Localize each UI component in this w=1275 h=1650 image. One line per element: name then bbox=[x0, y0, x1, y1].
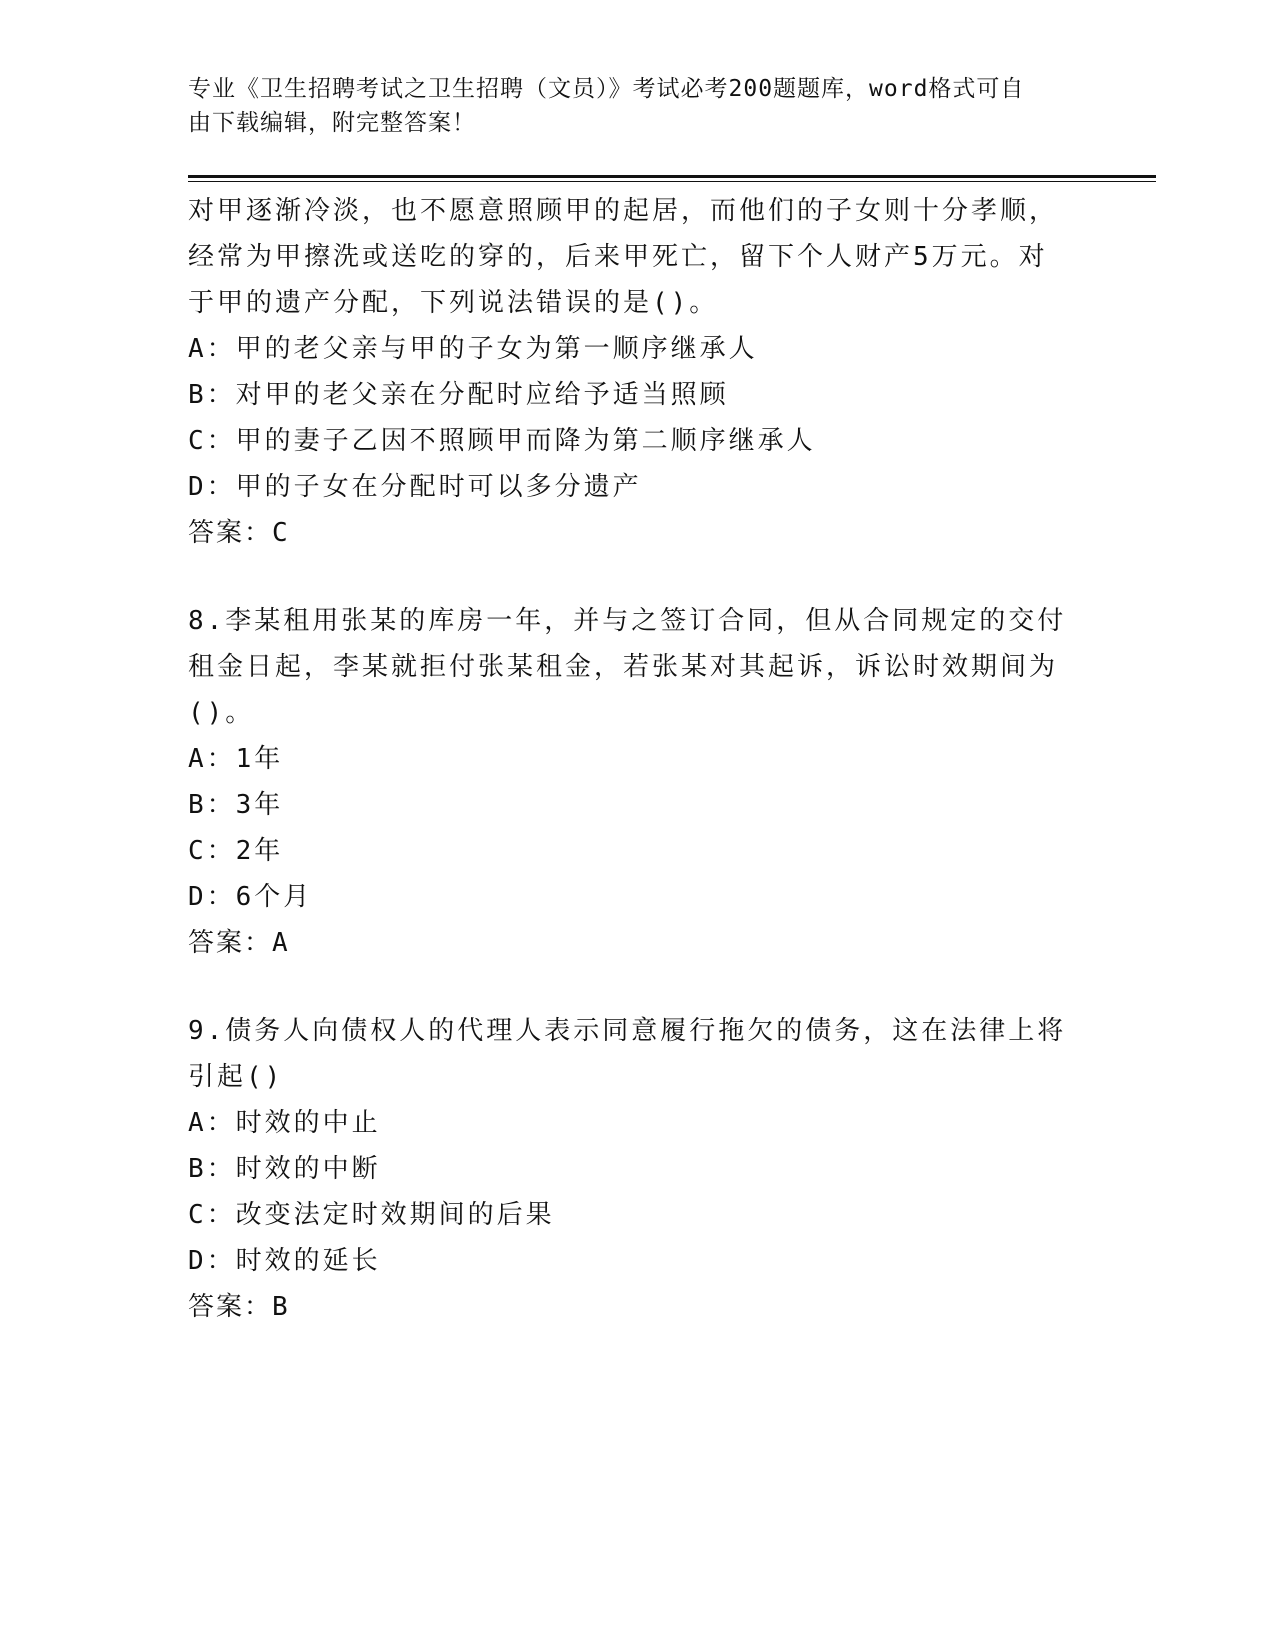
header-divider-thin bbox=[188, 181, 1156, 182]
answer-line: 答案：C bbox=[188, 518, 290, 548]
question-text-line: 引起() bbox=[188, 1062, 284, 1092]
question-block bbox=[188, 1008, 1068, 1330]
document-header bbox=[188, 72, 1068, 140]
option-a: A：1年 bbox=[188, 744, 284, 774]
question-spacer bbox=[188, 966, 1068, 1008]
question-block bbox=[188, 598, 1068, 966]
question-text-line: 8.李某租用张某的库房一年，并与之签订合同，但从合同规定的交付 bbox=[188, 606, 1067, 636]
header-line-1: 专业《卫生招聘考试之卫生招聘（文员）》考试必考200题题库，word格式可自 bbox=[188, 76, 1025, 102]
answer-line: 答案：B bbox=[188, 1292, 290, 1322]
option-b: B：对甲的老父亲在分配时应给予适当照顾 bbox=[188, 380, 729, 410]
question-spacer bbox=[188, 556, 1068, 598]
question-text-line: 对甲逐渐冷淡，也不愿意照顾甲的起居，而他们的子女则十分孝顺， bbox=[188, 196, 1059, 226]
option-c: C：改变法定时效期间的后果 bbox=[188, 1200, 555, 1230]
option-b: B：时效的中断 bbox=[188, 1154, 381, 1184]
option-d: D：时效的延长 bbox=[188, 1246, 381, 1276]
question-text-line: ()。 bbox=[188, 698, 255, 728]
option-c: C：甲的妻子乙因不照顾甲而降为第二顺序继承人 bbox=[188, 426, 816, 456]
question-text-line: 9.债务人向债权人的代理人表示同意履行拖欠的债务，这在法律上将 bbox=[188, 1016, 1067, 1046]
header-divider-thick bbox=[188, 175, 1156, 178]
question-block bbox=[188, 188, 1068, 556]
option-a: A：时效的中止 bbox=[188, 1108, 381, 1138]
header-line-2: 由下载编辑，附完整答案！ bbox=[188, 110, 476, 136]
option-c: C：2年 bbox=[188, 836, 284, 866]
question-list bbox=[188, 188, 1068, 1330]
option-d: D：6个月 bbox=[188, 882, 313, 912]
question-text-line: 经常为甲擦洗或送吃的穿的，后来甲死亡，留下个人财产5万元。对 bbox=[188, 242, 1048, 272]
question-text-line: 于甲的遗产分配，下列说法错误的是()。 bbox=[188, 288, 719, 318]
option-b: B：3年 bbox=[188, 790, 284, 820]
answer-line: 答案：A bbox=[188, 928, 290, 958]
option-a: A：甲的老父亲与甲的子女为第一顺序继承人 bbox=[188, 334, 758, 364]
question-text-line: 租金日起，李某就拒付张某租金，若张某对其起诉，诉讼时效期间为 bbox=[188, 652, 1059, 682]
option-d: D：甲的子女在分配时可以多分遗产 bbox=[188, 472, 642, 502]
